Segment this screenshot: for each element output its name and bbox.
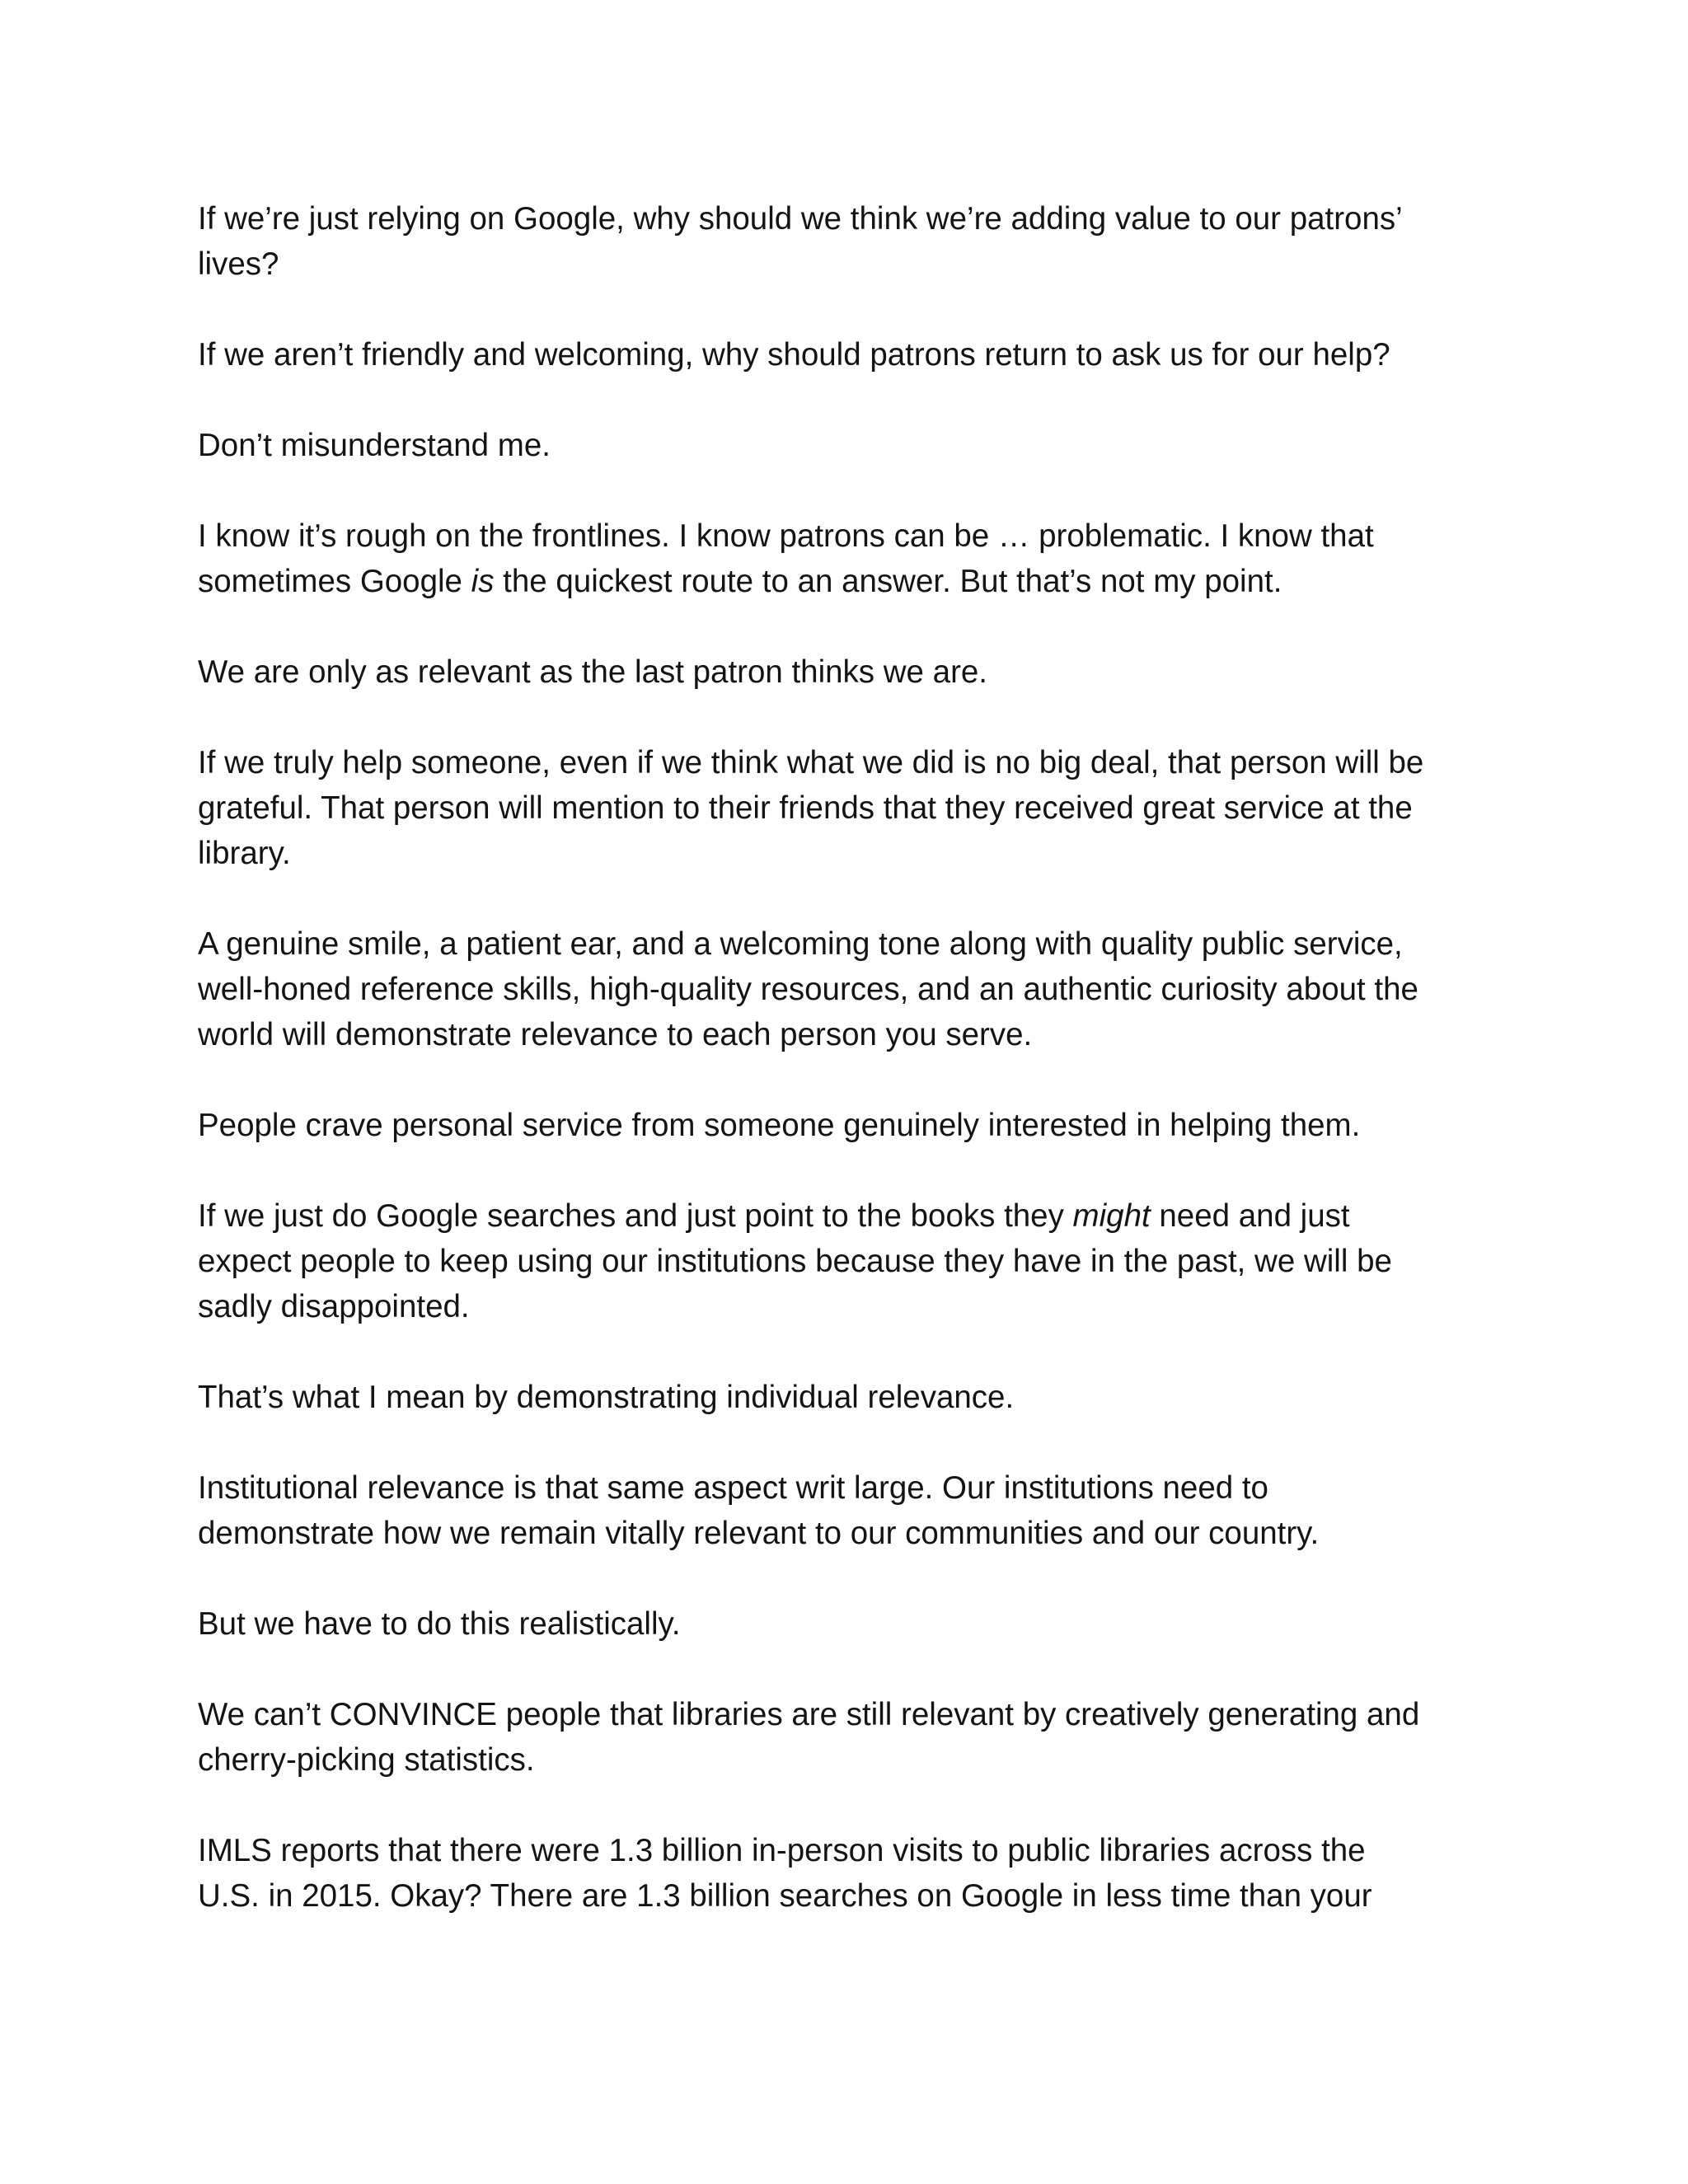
paragraph-5 — [198, 649, 1517, 695]
paragraph-6 — [198, 740, 1517, 876]
text-line: Institutional relevance is that same aspect writ large. Our institutions need to — [198, 1470, 1268, 1506]
text-line: If we’re just relying on Google, why should we think we’re adding value to our patrons’ — [198, 201, 1403, 237]
paragraph-2 — [198, 332, 1517, 377]
text-line: We are only as relevant as the last patron thinks we are. — [198, 654, 988, 690]
document-body — [198, 196, 1517, 1919]
paragraph-10 — [198, 1375, 1517, 1420]
paragraph-12 — [198, 1601, 1517, 1647]
text-line: But we have to do this realistically. — [198, 1606, 681, 1642]
text-line: If we aren’t friendly and welcoming, why should patrons return to ask us for our help? — [198, 337, 1390, 373]
text-line: That’s what I mean by demonstrating individual relevance. — [198, 1380, 1015, 1415]
paragraph-13 — [198, 1692, 1517, 1783]
text-line: U.S. in 2015. Okay? There are 1.3 billion searches on Google in less time than your — [198, 1878, 1372, 1914]
text-line: lives? — [198, 246, 279, 282]
text-line: We can’t CONVINCE people that libraries are still relevant by creatively generating and — [198, 1697, 1420, 1732]
text-line: Don’t misunderstand me. — [198, 428, 551, 463]
text-run: If we just do Google searches and just point to the books they — [198, 1198, 1073, 1234]
paragraph-9 — [198, 1193, 1517, 1329]
text-line: IMLS reports that there were 1.3 billion in-person visits to public libraries across the — [198, 1833, 1366, 1868]
text-line: People crave personal service from someone genuinely interested in helping them. — [198, 1108, 1361, 1143]
text-line: demonstrate how we remain vitally relevant to our communities and our country. — [198, 1516, 1320, 1551]
text-line: If we truly help someone, even if we think what we did is no big deal, that person will be — [198, 745, 1424, 780]
emphasis-text: might — [1072, 1198, 1151, 1234]
paragraph-3 — [198, 423, 1517, 468]
text-line: expect people to keep using our institutions because they have in the past, we will be — [198, 1244, 1392, 1279]
paragraph-7 — [198, 921, 1517, 1057]
text-run: need and just — [1150, 1198, 1350, 1234]
text-run: sometimes Google — [198, 564, 471, 599]
text-line: world will demonstrate relevance to each person you serve. — [198, 1017, 1033, 1052]
paragraph-11 — [198, 1465, 1517, 1556]
paragraph-4 — [198, 513, 1517, 604]
emphasis-text: is — [471, 564, 495, 599]
text-line: library. — [198, 836, 291, 871]
text-line: sadly disappointed. — [198, 1289, 470, 1324]
paragraph-1 — [198, 196, 1517, 287]
paragraph-8 — [198, 1103, 1517, 1148]
text-line: grateful. That person will mention to their friends that they received great service at the — [198, 790, 1413, 826]
text-line: A genuine smile, a patient ear, and a welcoming tone along with quality public service, — [198, 926, 1403, 962]
text-line: I know it’s rough on the frontlines. I know patrons can be … problematic. I know that — [198, 518, 1374, 554]
text-line: well-honed reference skills, high-quality resources, and an authentic curiosity about the — [198, 972, 1418, 1007]
paragraph-14 — [198, 1828, 1517, 1919]
text-line: cherry-picking statistics. — [198, 1742, 535, 1778]
text-run: the quickest route to an answer. But that’s not my point. — [494, 564, 1282, 599]
